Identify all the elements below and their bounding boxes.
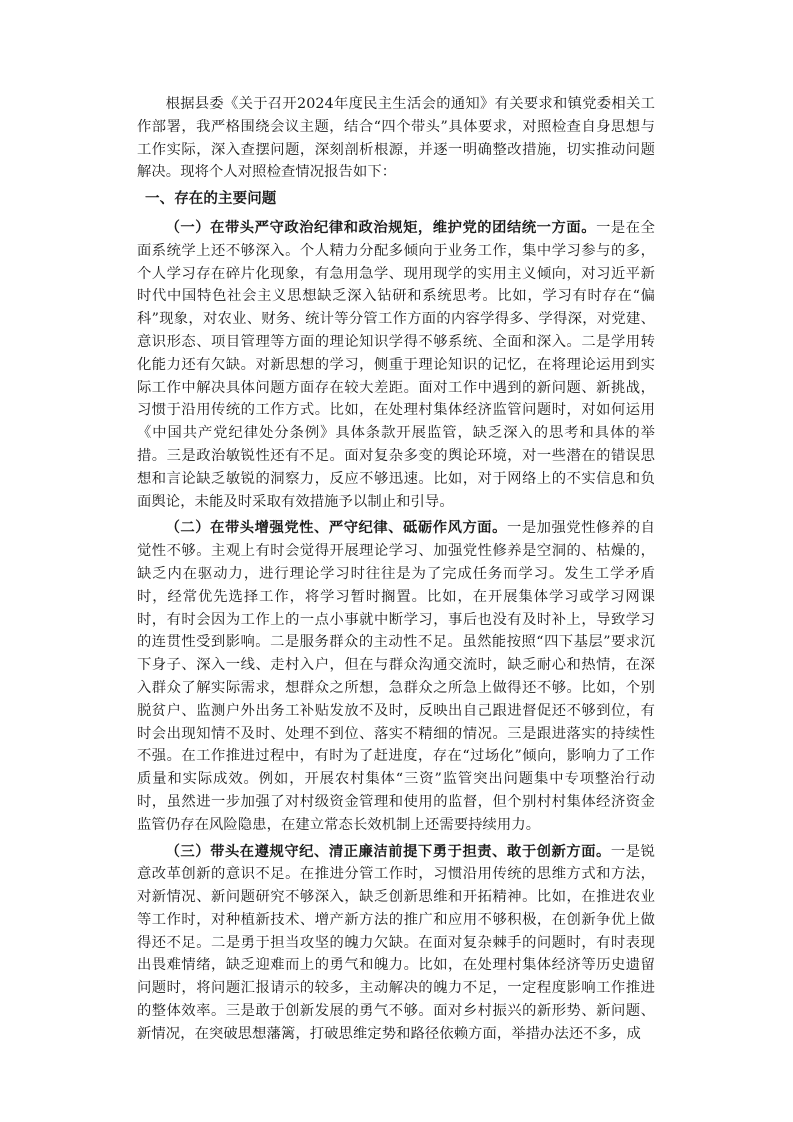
section-item-1 [137, 217, 655, 513]
section-heading: 一、存在的主要问题 [145, 191, 277, 208]
intro-paragraph: 根据县委《关于召开2024年度民主生活会的通知》有关要求和镇党委相关工作部署，我严格围绕会议主题，结合“四个带头”具体要求，对照检查自身思想与工作实际，深入查摆问题，深刻剖析根源，并逐一明确整改措施，切实推动问题解决。现将个人对照检查情况报告如下： [137, 96, 655, 181]
section-item-2 [137, 517, 655, 836]
section-item-3 [137, 841, 655, 1046]
item-lead: （一）在带头严守政治纪律和政治规矩，维护党的团结统一方面。 [165, 219, 597, 236]
item-body: 一是锐意改革创新的意识不足。在推进分管工作时，习惯沿用传统的思维方式和方法，对新情况、新问题研究不够深入，缺乏创新思维和开拓精神。比如，在推进农业等工作时，对种植新技术、增产新方法的推广和应用不够积极，在创新争优上做得还不足。二是勇于担当攻坚的魄力欠缺。在面对复杂棘手的问题时，有时表现出畏难情绪，缺乏迎难而上的勇气和魄力。比如，在处理村集体经济等历史遗留问题时，将问题汇报请示的较多，主动解决的魄力不足，一定程度影响工作推进的整体效率。三是敢于创新发展的勇气不够。面对乡村振兴的新形势、新问题、新情况，在突破思想藩篱，打破思维定势和路径依赖方面，举措办法还不多，成 [137, 843, 655, 1042]
item-lead: （三）带头在遵规守纪、清正廉洁前提下勇于担责、敢于创新方面。 [165, 843, 611, 860]
item-body: 一是在全面系统学上还不够深入。个人精力分配多倾向于业务工作，集中学习参与的多，个人学习存在碎片化现象，有急用急学、现用现学的实用主义倾向，对习近平新时代中国特色社会主义思想缺乏深入钻研和系统思考。比如，学习有时存在“偏科”现象，对农业、财务、统计等分管工作方面的内容学得多、学得深，对党建、意识形态、项目管理等方面的理论知识学得不够系统、全面和深入。二是学用转化能力还有欠缺。对新思想的学习，侧重于理论知识的记忆，在将理论运用到实际工作中解决具体问题方面存在较大差距。面对工作中遇到的新问题、新挑战，习惯于沿用传统的工作方式。比如，在处理村集体经济监管问题时，对如何运用《中国共产党纪律处分条例》具体条款开展监管，缺乏深入的思考和具体的举措。三是政治敏锐性还有不足。面对复杂多变的舆论环境，对一些潜在的错误思想和言论缺乏敏锐的洞察力，反应不够迅速。比如，对于网络上的不实信息和负面舆论，未能及时采取有效措施予以制止和引导。 [137, 219, 655, 510]
item-lead: （二）在带头增强党性、严守纪律、砥砺作风方面。 [165, 520, 507, 537]
item-body: 一是加强党性修养的自觉性不够。主观上有时会觉得开展理论学习、加强党性修养是空洞的、枯燥的，缺乏内在驱动力，进行理论学习时往往是为了完成任务而学习。发生工学矛盾时，经常优先选择工作，将学习暂时搁置。比如，在开展集体学习或学习网课时，有时会因为工作上的一点小事就中断学习，事后也没有及时补上，导致学习的连贯性受到影响。二是服务群众的主动性不足。虽然能按照“四下基层”要求沉下身子、深入一线、走村入户，但在与群众沟通交流时，缺乏耐心和热情，在深入群众了解实际需求，想群众之所想，急群众之所急上做得还不够。比如，个别脱贫户、监测户外出务工补贴发放不及时，反映出自己跟进督促还不够到位，有时会出现知情不及时、处理不到位、落实不精细的情况。三是跟进落实的持续性不强。在工作推进过程中，有时为了赶进度，存在“过场化”倾向，影响力了工作质量和实际成效。例如，开展农村集体“三资”监管突出问题集中专项整治行动时，虽然进一步加强了对村级资金管理和使用的监督，但个别村村集体经济资金监管仍存在风险隐患，在建立常态长效机制上还需要持续用力。 [137, 520, 655, 833]
